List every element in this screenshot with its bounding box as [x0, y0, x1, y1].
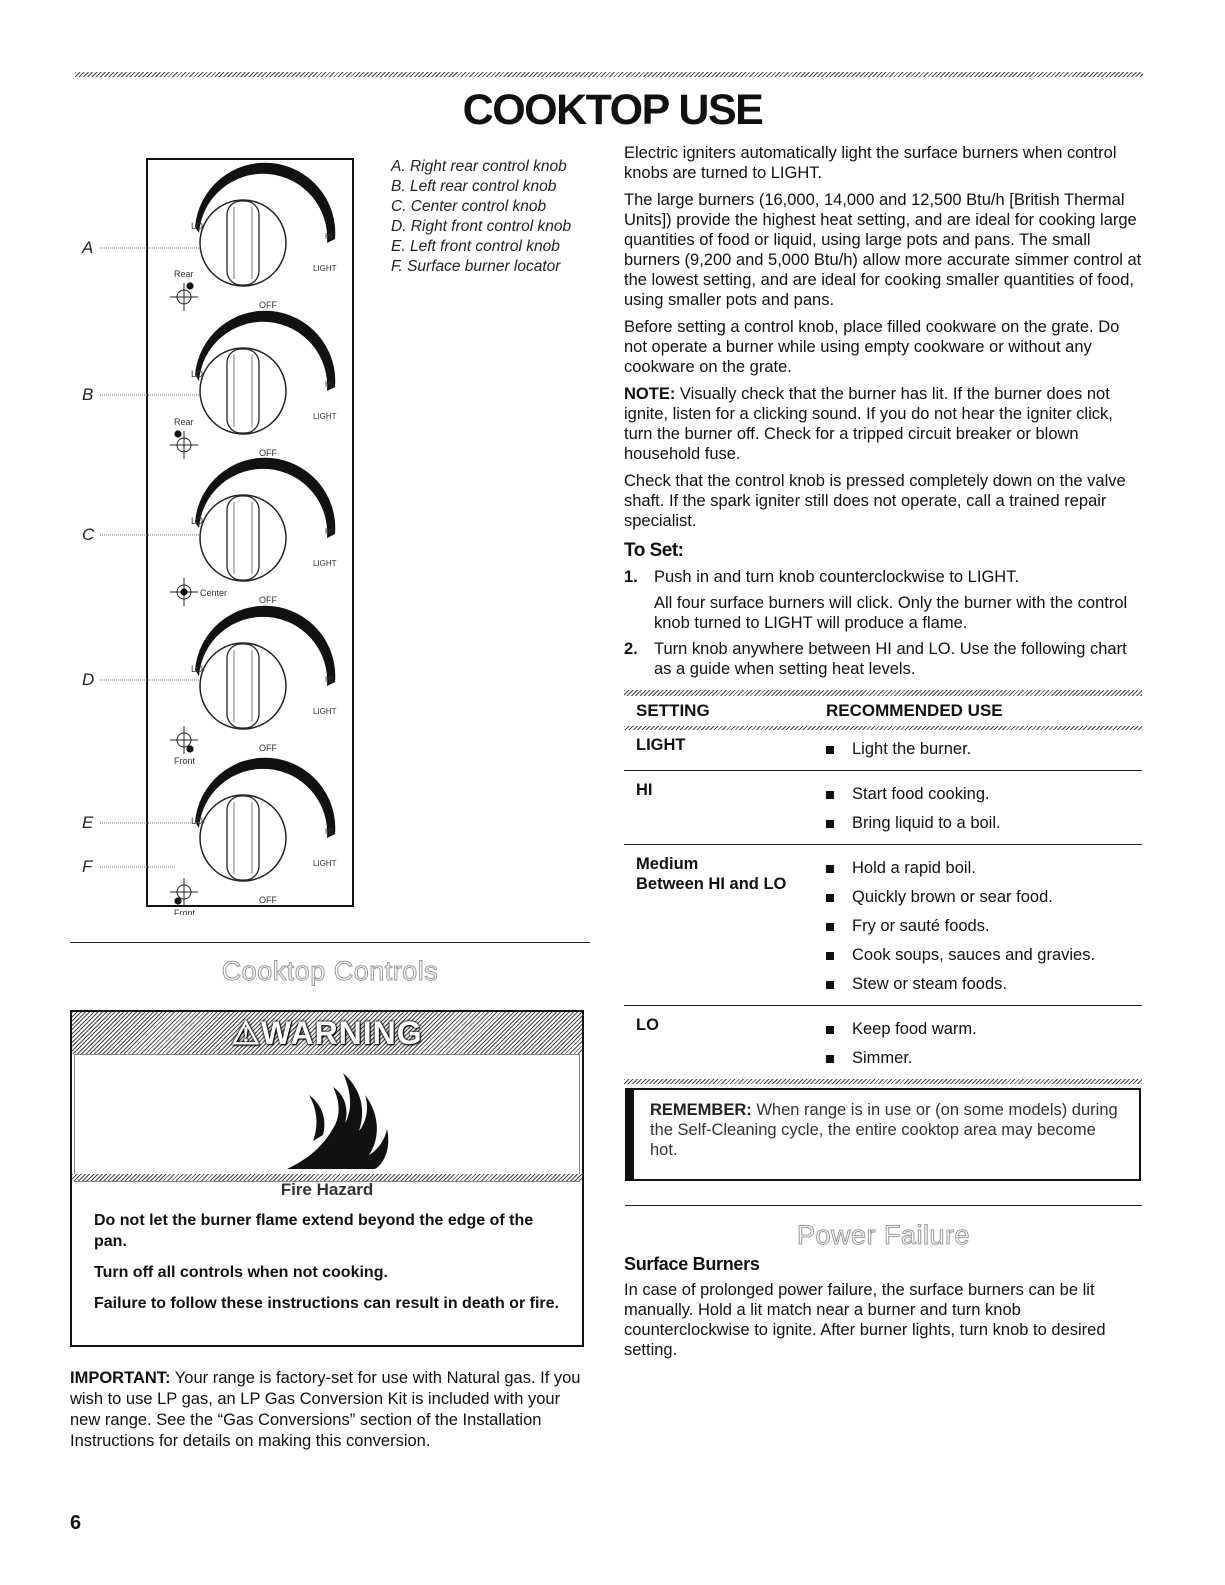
bullet-icon	[826, 981, 834, 989]
legend-item: D. Right front control knob	[391, 218, 572, 235]
use-text: Light the burner.	[852, 740, 972, 758]
locator-label: Rear	[174, 269, 194, 279]
diagram-legend	[391, 157, 571, 277]
hi-label: HI	[325, 827, 333, 836]
header-setting: SETTING	[636, 701, 710, 720]
warning-title: ⚠WARNING	[231, 1015, 423, 1051]
bullet-icon	[826, 865, 834, 873]
use-cell	[826, 780, 1142, 838]
setting-cell: Medium Between HI and LO	[636, 855, 787, 893]
table-header	[624, 696, 1142, 726]
warning-box	[70, 1010, 584, 1347]
light-label: LIGHT	[313, 264, 337, 273]
hi-label: HI	[325, 675, 333, 684]
bullet-icon	[826, 923, 834, 931]
top-rule	[75, 72, 1143, 77]
table-row	[624, 1006, 1142, 1079]
warning-line: Turn off all controls when not cooking.	[94, 1264, 388, 1281]
pointer-label: D	[82, 670, 95, 689]
setting-cell: LO	[636, 1016, 659, 1034]
intro-paragraph: The large burners (16,000, 14,000 and 12,500 Btu/h [British Thermal Units]) provide the highest heat setting, and are ideal for cooking large quantities of food or liquid, using large pots and pans. The small burners (9,200 and 5,000 Btu/h) allow more accurate simmer control at the lowest setting, and are ideal for cooking smaller quantities of food, using smaller pots and pans.	[624, 191, 1142, 309]
pointer-label: C	[82, 525, 95, 544]
to-set-steps	[624, 567, 1144, 685]
legend-item: E. Left front control knob	[391, 238, 560, 255]
bullet-icon	[826, 791, 834, 799]
table-body	[624, 730, 1142, 1079]
use-text: Bring liquid to a boil.	[852, 814, 1001, 832]
step-item: 1. Push in and turn knob counterclockwise to LIGHT. All four surface burners will click. Only the burner with the control knob turned to LIGHT will produce a flame.	[624, 568, 1128, 632]
legend-item: B. Left rear control knob	[391, 178, 557, 195]
section-rule	[625, 1205, 1142, 1206]
section-rule	[70, 942, 590, 943]
step-item: 2. Turn knob anywhere between HI and LO. Use the following chart as a guide when setting heat levels.	[624, 640, 1127, 678]
knob-grip	[227, 644, 259, 728]
warning-banner	[72, 1012, 582, 1054]
off-label: OFF	[259, 448, 277, 458]
setting-cell: LIGHT	[636, 736, 686, 754]
header-use: RECOMMENDED USE	[826, 701, 1003, 720]
pointer-label: F	[82, 857, 93, 876]
bullet-icon	[826, 1026, 834, 1034]
pointer-label: A	[82, 238, 94, 257]
warning-line: Failure to follow these instructions can result in death or fire.	[94, 1295, 559, 1312]
use-text: Cook soups, sauces and gravies.	[852, 946, 1096, 964]
use-item	[826, 912, 1142, 941]
table-row	[624, 771, 1142, 845]
use-item	[826, 854, 1142, 883]
hi-label: HI	[325, 232, 333, 241]
bullet-icon	[826, 952, 834, 960]
use-item	[826, 1044, 1142, 1073]
light-label: LIGHT	[313, 559, 337, 568]
note-paragraph: NOTE: Visually check that the burner has lit. If the burner does not ignite, listen for a clicking sound. If you do not hear the igniter click, turn the burner off. Check for a tripped circuit breaker or blown household fuse.	[624, 385, 1113, 463]
bullet-icon	[826, 746, 834, 754]
cooktop-controls-heading: Cooktop Controls	[221, 956, 439, 986]
locator-dot	[186, 282, 193, 289]
use-text: Hold a rapid boil.	[852, 859, 976, 877]
power-failure-text: In case of prolonged power failure, the surface burners can be lit manually. Hold a lit match near a burner and turn knob counterclockwise to ignite. After burner lights, turn knob to desired setting.	[624, 1281, 1106, 1359]
knob-diagram-svg	[80, 155, 380, 915]
off-label: OFF	[259, 895, 277, 905]
locator-dot	[174, 897, 181, 904]
warning-symbol-area	[74, 1054, 580, 1182]
important-note: IMPORTANT: Your range is factory-set for use with Natural gas. If you wish to use LP gas, an LP Gas Conversion Kit is included with your new range. See the “Gas Conversions” section of the Installation Instructions for details on making this conversion.	[70, 1369, 581, 1450]
locator-label: Rear	[174, 417, 194, 427]
use-text: Simmer.	[852, 1049, 913, 1067]
knob-grip	[227, 496, 259, 580]
warning-text	[94, 1210, 564, 1324]
intro-paragraph: Before setting a control knob, place filled cookware on the grate. Do not operate a burner while using empty cookware or without any cookware on the grate.	[624, 318, 1120, 376]
use-text: Quickly brown or sear food.	[852, 888, 1053, 906]
use-cell	[826, 735, 1142, 764]
table-row	[624, 845, 1142, 1006]
locator-label: Front	[174, 908, 196, 915]
hi-label: HI	[325, 380, 333, 389]
use-item	[826, 1015, 1142, 1044]
knob-grip	[227, 796, 259, 880]
use-item	[826, 883, 1142, 912]
lo-label: LO	[191, 221, 204, 231]
locator-dot	[180, 588, 187, 595]
bullet-icon	[826, 820, 834, 828]
knob-grip	[227, 201, 259, 285]
locator-label: Center	[200, 588, 228, 598]
lo-label: LO	[191, 664, 204, 674]
intro-paragraph: Check that the control knob is pressed completely down on the valve shaft. If the spark igniter still does not operate, call a trained repair specialist.	[624, 472, 1126, 530]
page-number: 6	[70, 1512, 82, 1534]
legend-item: C. Center control knob	[391, 198, 547, 215]
to-set-heading: To Set:	[624, 540, 684, 561]
bullet-icon	[826, 894, 834, 902]
intro-text	[624, 143, 1144, 538]
locator-dot	[186, 745, 193, 752]
setting-cell: HI	[636, 781, 653, 799]
off-label: OFF	[259, 595, 277, 605]
heat-settings-table	[624, 690, 1142, 1084]
use-item	[826, 735, 1142, 764]
off-label: OFF	[259, 743, 277, 753]
legend-item: F. Surface burner locator	[391, 258, 561, 275]
power-failure-heading: Power Failure	[796, 1220, 971, 1250]
use-text: Stew or steam foods.	[852, 975, 1007, 993]
use-item	[826, 941, 1142, 970]
hi-label: HI	[325, 527, 333, 536]
table-row	[624, 730, 1142, 771]
locator-dot	[174, 430, 181, 437]
pointer-label: E	[82, 813, 94, 832]
intro-paragraph: Electric igniters automatically light the surface burners when control knobs are turned to LIGHT.	[624, 144, 1117, 182]
locator-label: Front	[174, 756, 196, 766]
warning-line: Do not let the burner flame extend beyond the edge of the pan.	[94, 1212, 534, 1250]
light-label: LIGHT	[313, 859, 337, 868]
pointer-label: B	[82, 385, 94, 404]
surface-burners-heading: Surface Burners	[624, 1254, 760, 1274]
lo-label: LO	[191, 816, 204, 826]
knob-grip	[227, 349, 259, 433]
off-label: OFF	[259, 300, 277, 310]
page-title: COOKTOP USE	[462, 86, 763, 134]
use-cell	[826, 1015, 1142, 1073]
legend-item: A. Right rear control knob	[391, 158, 567, 175]
light-label: LIGHT	[313, 707, 337, 716]
use-item	[826, 970, 1142, 999]
use-item	[826, 780, 1142, 809]
use-text: Fry or sauté foods.	[852, 917, 990, 935]
hazard-label: Fire Hazard	[280, 1180, 374, 1199]
lo-label: LO	[191, 516, 204, 526]
bullet-icon	[826, 1055, 834, 1063]
use-cell	[826, 854, 1142, 999]
table-bottom-rule	[624, 1079, 1142, 1084]
lo-label: LO	[191, 369, 204, 379]
light-label: LIGHT	[313, 412, 337, 421]
remember-box: REMEMBER: When range is in use or (on some models) during the Self-Cleaning cycle, the entire cooktop area may become hot.	[625, 1088, 1141, 1181]
use-item	[826, 809, 1142, 838]
use-text: Start food cooking.	[852, 785, 990, 803]
fire-icon	[283, 1065, 393, 1171]
use-text: Keep food warm.	[852, 1020, 977, 1038]
